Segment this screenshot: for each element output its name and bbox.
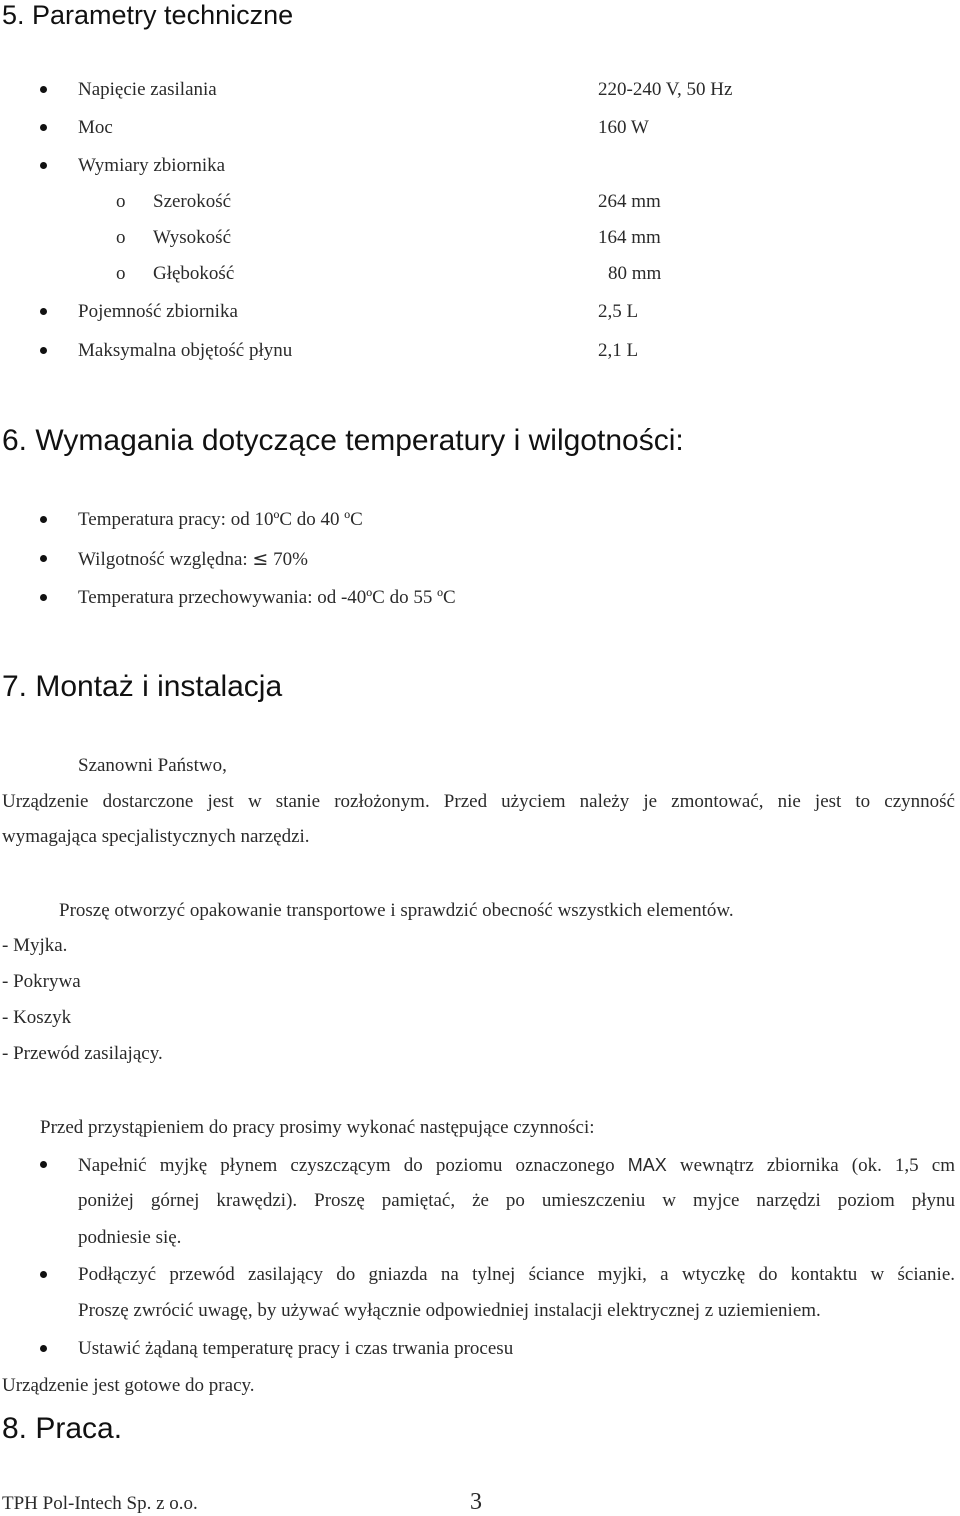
greeting: Szanowni Państwo, <box>78 755 227 776</box>
bullet-icon <box>40 124 47 131</box>
param-value-max-volume: 2,1 L <box>598 340 639 361</box>
bullet-icon <box>40 516 47 523</box>
bullet-icon <box>40 594 47 601</box>
contents-item-washer: - Myjka. <box>2 935 68 956</box>
bullet-icon <box>40 86 47 93</box>
param-label-voltage: Napięcie zasilania <box>78 79 217 100</box>
param-label-dimensions: Wymiary zbiornika <box>78 155 226 176</box>
ready-statement: Urządzenie jest gotowe do pracy. <box>2 1375 255 1396</box>
assembly-paragraph-line-2: wymagająca specjalistycznych narzędzi. <box>2 826 310 847</box>
contents-item-lid: - Pokrywa <box>2 971 81 992</box>
section-7-title: 7. Montaż i instalacja <box>2 670 283 703</box>
page-number: 3 <box>470 1489 482 1515</box>
param-value-height: 164 mm <box>598 227 661 248</box>
assembly-paragraph-line-1: Urządzenie dostarczone jest w stanie rozłożonym. Przed użyciem należy je zmontować, nie jest to czynność <box>2 791 955 812</box>
param-label-power: Moc <box>78 117 113 138</box>
param-label-max-volume: Maksymalna objętość płynu <box>78 340 293 361</box>
param-label-capacity: Pojemność zbiornika <box>78 301 238 322</box>
relative-humidity-value: 70% <box>273 549 308 570</box>
step-1-text-before-max: Napełnić myjkę płynem czyszczącym do poziomu oznaczonego <box>78 1155 615 1176</box>
bullet-icon <box>40 1161 47 1168</box>
storage-temperature: Temperatura przechowywania: od -40ºC do 55 ºC <box>78 587 456 608</box>
bullet-icon <box>40 347 47 354</box>
sub-bullet-icon: o <box>116 227 126 248</box>
param-label-width: Szerokość <box>153 191 232 212</box>
step-3-line-1: Ustawić żądaną temperaturę pracy i czas trwania procesu <box>78 1338 514 1359</box>
bullet-icon <box>40 1345 47 1352</box>
step-2-line-2: Proszę zwrócić uwagę, by używać wyłącznie odpowiedniej instalacji elektrycznej z uziemieniem. <box>78 1300 821 1321</box>
open-package-instruction: Proszę otworzyć opakowanie transportowe i sprawdzić obecność wszystkich elementów. <box>59 900 734 921</box>
param-label-depth: Głębokość <box>153 263 235 284</box>
contents-item-basket: - Koszyk <box>2 1007 72 1028</box>
bullet-icon <box>40 308 47 315</box>
step-1-line-3: podniesie się. <box>78 1227 182 1248</box>
section-6-title: 6. Wymagania dotyczące temperatury i wilgotności: <box>2 424 684 457</box>
step-1-line-2: poniżej górnej krawędzi). Proszę pamiętać, że po umieszczeniu w myjce narzędzi poziom płynu <box>78 1190 955 1211</box>
param-value-capacity: 2,5 L <box>598 301 639 322</box>
bullet-icon <box>40 1271 47 1278</box>
step-2-line-1: Podłączyć przewód zasilający do gniazda na tylnej ściance myjki, a wtyczkę do kontaktu w ścianie. <box>78 1264 955 1285</box>
footer-company: TPH Pol-Intech Sp. z o.o. <box>2 1493 198 1514</box>
param-value-width: 264 mm <box>598 191 661 212</box>
working-temperature: Temperatura pracy: od 10ºC do 40 ºC <box>78 509 363 530</box>
relative-humidity-label: Wilgotność względna: <box>78 549 248 570</box>
section-8-title: 8. Praca. <box>2 1412 123 1445</box>
sub-bullet-icon: o <box>116 263 126 284</box>
param-value-power: 160 W <box>598 117 649 138</box>
param-label-height: Wysokość <box>153 227 232 248</box>
step-1-line-1 <box>78 1154 955 1177</box>
less-or-equal-icon: ≤ <box>252 548 269 570</box>
relative-humidity <box>78 548 308 571</box>
contents-item-power-cord: - Przewód zasilający. <box>2 1043 163 1064</box>
param-value-depth: 80 mm <box>608 263 662 284</box>
max-level-mark: MAX <box>627 1155 667 1175</box>
bullet-icon <box>40 162 47 169</box>
before-work-intro: Przed przystąpieniem do pracy prosimy wykonać następujące czynności: <box>40 1117 595 1138</box>
param-value-voltage: 220-240 V, 50 Hz <box>598 79 733 100</box>
sub-bullet-icon: o <box>116 191 126 212</box>
section-5-title: 5. Parametry techniczne <box>2 0 294 30</box>
step-1-text-after-max: wewnątrz zbiornika (ok. 1,5 cm <box>679 1155 956 1176</box>
bullet-icon <box>40 555 47 562</box>
